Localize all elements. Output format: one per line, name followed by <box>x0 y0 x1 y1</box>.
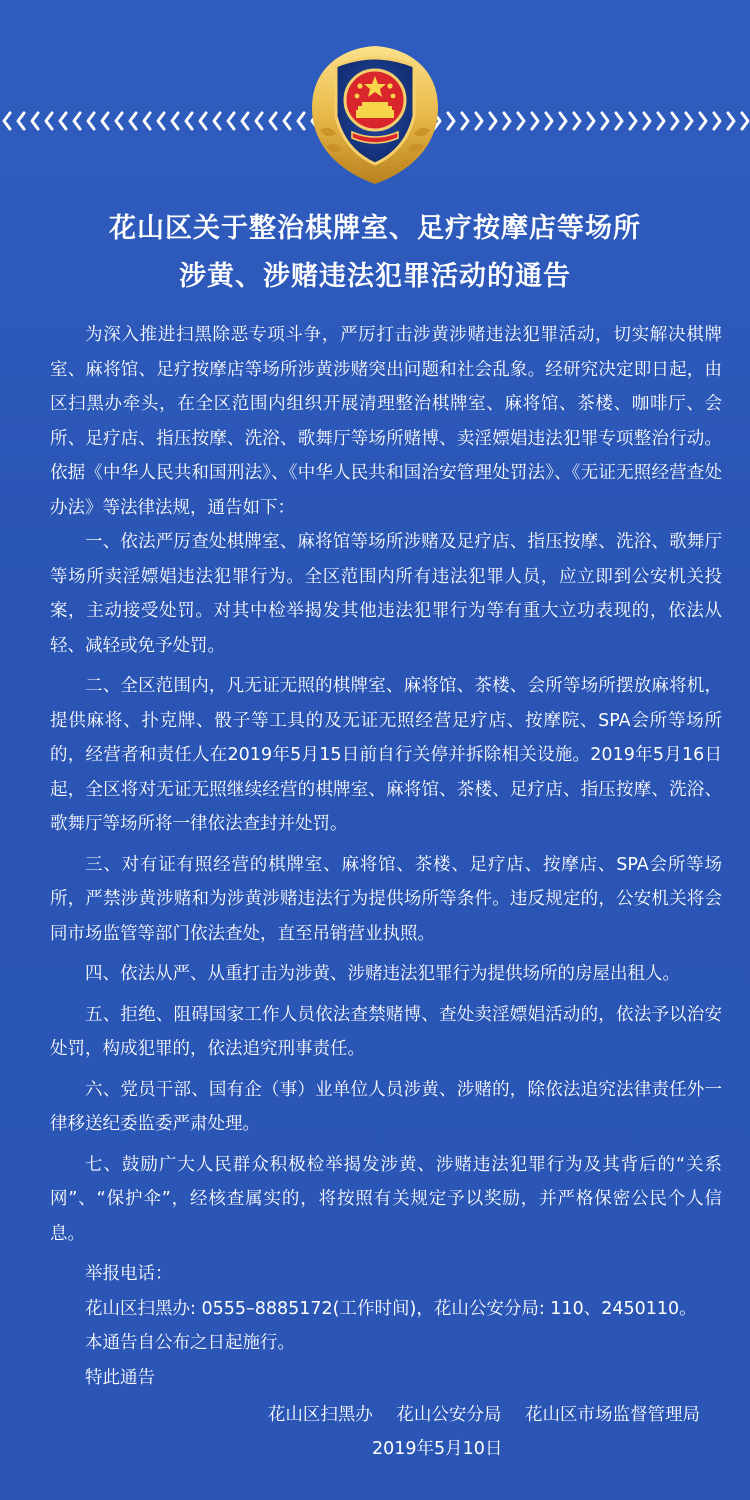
hotline-numbers: 花山区扫黑办: 0555–8885172(工作时间)，花山公安分局: 110、2450110。 <box>85 1298 697 1319</box>
item-7: 七、鼓励广大人民群众积极检举揭发涉黄、涉赌违法犯罪行为及其背后的“关系网”、“保护伞”，经核查属实的，将按照有关规定予以奖励，并严格保密公民个人信息。 <box>50 1154 722 1244</box>
chevron-band-right <box>430 108 750 134</box>
item-6: 六、党员干部、国有企（事）业单位人员涉黄、涉赌的，除依法追究法律责任外一律移送纪委监委严肃处理。 <box>50 1079 722 1134</box>
police-badge-icon <box>302 38 448 186</box>
signer-anti-gang-office: 花山区扫黑办 <box>267 1405 373 1425</box>
effective-statement: 本通告自公布之日起施行。 <box>85 1333 295 1353</box>
signer-list <box>250 1398 700 1432</box>
item-4: 四、依法从严、从重打击为涉黄、涉赌违法犯罪行为提供场所的房屋出租人。 <box>85 964 680 984</box>
notice-title-line-1: 花山区关于整治棋牌室、足疗按摩店等场所 <box>109 213 641 244</box>
hotline-label: 举报电话： <box>85 1264 173 1284</box>
signer-market-regulation: 花山区市场监督管理局 <box>525 1405 700 1425</box>
item-1: 一、依法严厉查处棋牌室、麻将馆等场所涉赌及足疗店、指压按摩、洗浴、歌舞厅等场所卖淫嫖娼违法犯罪行为。全区范围内所有违法犯罪人员，应立即到公安机关投案，主动接受处罚。对其中检举揭发其他违法犯罪行为等有重大立功表现的，依法从轻、减轻或免予处罚。 <box>50 532 722 656</box>
intro-paragraph: 为深入推进扫黑除恶专项斗争，严厉打击涉黄涉赌违法犯罪活动，切实解决棋牌室、麻将馆、足疗按摩店等场所涉黄涉赌突出问题和社会乱象。经研究决定即日起，由区扫黑办牵头，在全区范围内组织开展清理整治棋牌室、麻将馆、茶楼、咖啡厅、会所、足疗店、指压按摩、洗浴、歌舞厅等场所赌博、卖淫嫖娼违法犯罪专项整治行动。依据《中华人民共和国刑法》、《中华人民共和国治安管理处罚法》、《无证无照经营查处办法》等法律法规，通告如下： <box>50 325 722 518</box>
item-3: 三、对有证有照经营的棋牌室、麻将馆、茶楼、足疗店、按摩店、SPA会所等场所，严禁涉黄涉赌和为涉黄涉赌违法行为提供场所等条件。违反规定的，公安机关将会同市场监管等部门依法查处，直至吊销营业执照。 <box>50 854 722 944</box>
notice-title-line-2: 涉黄、涉赌违法犯罪活动的通告 <box>179 261 571 292</box>
closing-statement: 特此通告 <box>85 1367 155 1388</box>
signer-police-bureau: 花山公安分局 <box>396 1405 502 1425</box>
chevron-band-left <box>0 108 322 134</box>
chevron-decoration-icon <box>430 108 750 134</box>
notice-date: 2019年5月10日 <box>372 1439 503 1459</box>
notice-body <box>50 318 722 1395</box>
chevron-decoration-icon <box>0 108 322 134</box>
item-5: 五、拒绝、阻碍国家工作人员依法查禁赌博、查处卖淫嫖娼活动的，依法予以治安处罚，构成犯罪的，依法追究刑事责任。 <box>50 1004 722 1059</box>
police-badge-emblem <box>302 38 448 186</box>
item-2: 二、全区范围内，凡无证无照的棋牌室、麻将馆、茶楼、会所等场所摆放麻将机，提供麻将、扑克牌、骰子等工具的及无证无照经营足疗店、按摩院、SPA会所等场所的，经营者和责任人在2019年5月15日前自行关停并拆除相关设施。2019年5月16日起，全区将对无证无照继续经营的棋牌室、麻将馆、茶楼、足疗店、指压按摩、洗浴、歌舞厅等场所将一律依法查封并处罚。 <box>50 676 722 834</box>
